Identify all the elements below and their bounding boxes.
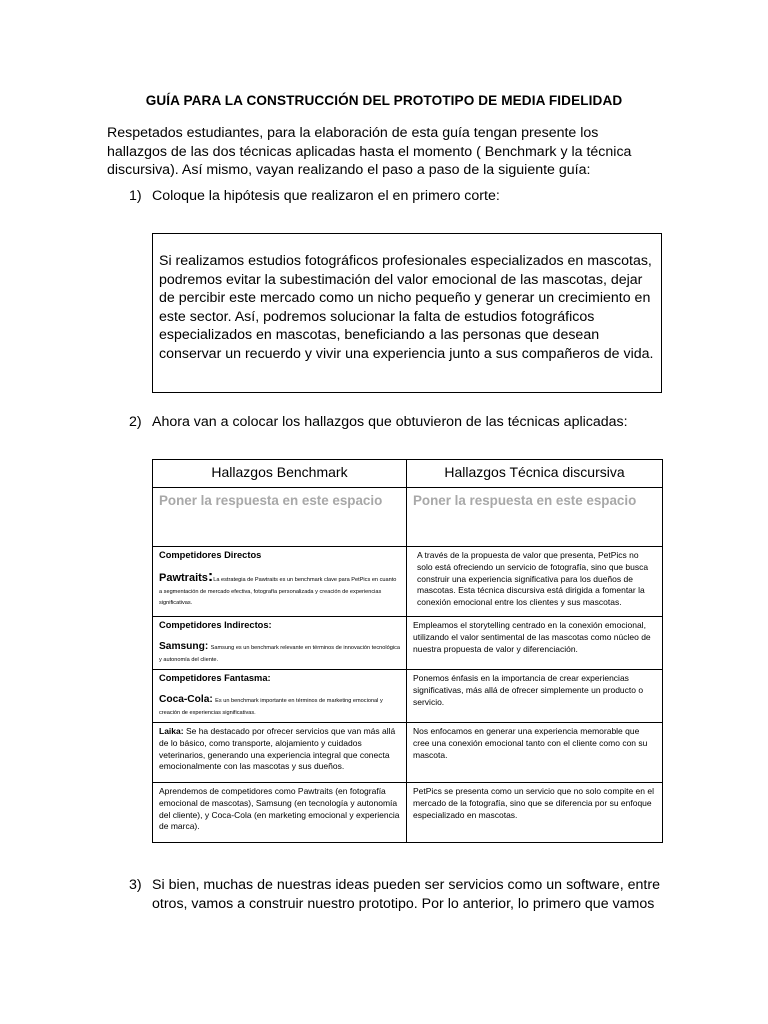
table-row [153, 547, 663, 617]
step-1-text: Coloque la hipótesis que realizaron el en primero corte: [152, 188, 500, 204]
brand-desc: La estrategia de Pawtraits es un benchmark clave para PetPics en cuanto a segmentación de mercado efectiva, fotografía personalizada y creación de experiencias significativas. [159, 576, 397, 607]
findings-table [152, 459, 663, 843]
benchmark-cell-indirect[interactable] [153, 617, 407, 670]
brand-laika: Laika: [159, 726, 184, 736]
row-heading: Competidores Fantasma: [159, 673, 271, 683]
table-row [153, 723, 663, 783]
discursive-cell[interactable]: PetPics se presenta como un servicio que no solo compite en el mercado de la fotografía, sino que se diferencia por su enfoque especializado en mascotas. [407, 783, 663, 843]
discursive-cell[interactable] [407, 547, 663, 617]
step-3-text: Si bien, muchas de nuestras ideas pueden ser servicios como un software, entre otros, vamos a construir nuestro prototipo. Por lo anterior, lo primero que vamos [152, 877, 660, 912]
header-benchmark: Hallazgos Benchmark [153, 460, 407, 488]
discursive-cell[interactable]: Empleamos el storytelling centrado en la conexión emocional, utilizando el valor sentimental de las mascotas como núcleo de nuestra propuesta de valor y diferenciación. [407, 617, 663, 670]
intro-paragraph: Respetados estudiantes, para la elaboración de esta guía tengan presente los hallazgos de las dos técnicas aplicadas hasta el momento ( Benchmark y la técnica discursiva). Así mismo, vayan realizando el paso a paso de la siguiente guía: [107, 125, 632, 178]
benchmark-cell-laika[interactable] [153, 723, 407, 783]
brand-desc: Es un benchmark importante en términos de marketing emocional y creación de experiencias significativas. [159, 697, 383, 716]
page-title: GUÍA PARA LA CONSTRUCCIÓN DEL PROTOTIPO DE MEDIA FIDELIDAD [145, 93, 623, 108]
placeholder-row [153, 488, 663, 547]
brand-desc: Samsung es un benchmark relevante en términos de innovación tecnológica y autonomía del cliente. [159, 644, 401, 663]
discursive-cell[interactable]: Nos enfocamos en generar una experiencia memorable que cree una conexión emocional tanto con el cliente como con su mascota. [407, 723, 663, 783]
hypothesis-box[interactable]: Si realizamos estudios fotográficos profesionales especializados en mascotas, podremos evitar la subestimación del valor emocional de las mascotas, dejar de percibir este mercado como un nicho pequeño y generar un crecimiento en este sector. Así, podremos solucionar la falta de estudios fotográficos especializados en mascotas, beneficiando a las personas que desean conservar un recuerdo y vivir una experiencia junto a sus compañeros de vida. [152, 233, 662, 393]
brand-coca-cola: Coca-Cola: [159, 693, 213, 705]
step-2-text: Ahora van a colocar los hallazgos que obtuvieron de las técnicas aplicadas: [152, 414, 628, 430]
row-heading: Competidores Indirectos: [159, 620, 272, 630]
table-row [153, 783, 663, 843]
step-3-number: 3) [129, 877, 142, 893]
brand-samsung: Samsung: [159, 640, 209, 652]
benchmark-answer-field[interactable] [153, 488, 407, 547]
discursive-answer-field[interactable] [407, 488, 663, 547]
header-discursive: Hallazgos Técnica discursiva [407, 460, 663, 488]
benchmark-cell-summary[interactable]: Aprendemos de competidores como Pawtraits (en fotografía emocional de mascotas), Samsung (en tecnología y autonomía del cliente), y Coca-Cola (en marketing emocional y experiencia de marca). [153, 783, 407, 843]
step-2-number: 2) [129, 414, 142, 430]
table-header-row [153, 460, 663, 488]
brand-pawtraits: Pawtraits: [159, 567, 214, 585]
step-1-number: 1) [129, 188, 142, 204]
brand-desc: Se ha destacado por ofrecer servicios que van más allá de lo básico, como transporte, alojamiento y cuidados veterinarios, generando una experiencia integral que conecta emocionalmente con las mascotas y sus dueños. [159, 726, 396, 772]
placeholder-text-benchmark: Poner la respuesta en este espacio [159, 493, 383, 508]
discursive-text: A través de la propuesta de valor que presenta, PetPics no solo está ofreciendo un servicio de fotografía, sino que busca construir una experiencia significativa para los dueños de mascotas. Esta técnica discursiva está dirigida a fomentar la conexión emocional entre los clientes y sus mascotas. [417, 550, 649, 608]
benchmark-cell-direct[interactable] [153, 547, 407, 617]
table-row [153, 670, 663, 723]
discursive-cell[interactable]: Ponemos énfasis en la importancia de crear experiencias significativas, más allá de ofrecer simplemente un producto o servicio. [407, 670, 663, 723]
row-heading: Competidores Directos [159, 550, 262, 560]
placeholder-text-discursive: Poner la respuesta en este espacio [413, 493, 637, 508]
benchmark-cell-ghost[interactable] [153, 670, 407, 723]
table-row [153, 617, 663, 670]
